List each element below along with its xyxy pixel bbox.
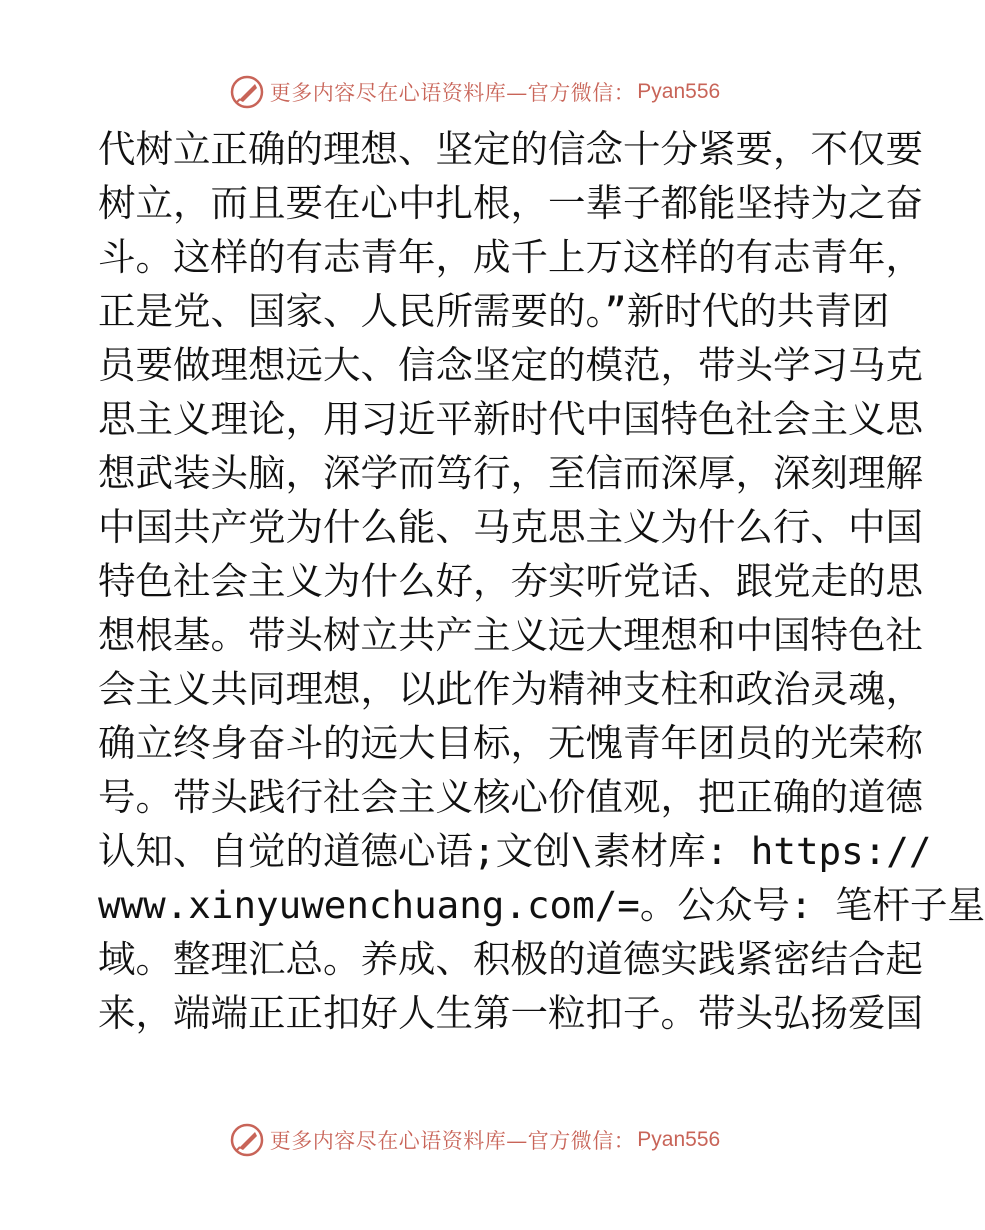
body-line: 会主义共同理想，以此作为精神支柱和政治灵魂，	[98, 667, 923, 711]
footer-banner	[0, 1120, 950, 1160]
footer-wechat-id: Pyan556	[637, 1128, 721, 1151]
body-line: 想武装头脑，深学而笃行，至信而深厚，深刻理解	[98, 451, 923, 495]
body-line: 正是党、国家、人民所需要的。”新时代的共青团	[98, 289, 890, 333]
body-line: 思主义理论，用习近平新时代中国特色社会主义思	[98, 397, 923, 441]
quill-logo-icon	[230, 75, 264, 109]
body-line: 域。整理汇总。养成、积极的道德实践紧密结合起	[98, 937, 923, 981]
document-body	[98, 122, 985, 1040]
body-line: 树立，而且要在心中扎根，一辈子都能坚持为之奋	[98, 181, 923, 225]
quill-logo-icon	[230, 1123, 264, 1157]
body-line: 中国共产党为什么能、马克思主义为什么行、中国	[98, 505, 923, 549]
header-banner	[0, 72, 950, 112]
body-line: 确立终身奋斗的远大目标，无愧青年团员的光荣称	[98, 721, 923, 765]
body-line: 来，端端正正扣好人生第一粒扣子。带头弘扬爱国	[98, 991, 923, 1035]
body-line: 想根基。带头树立共产主义远大理想和中国特色社	[98, 613, 923, 657]
body-line: 特色社会主义为什么好，夯实听党话、跟党走的思	[98, 559, 923, 603]
body-line: 号。带头践行社会主义核心价值观，把正确的道德	[98, 775, 923, 819]
body-line: 代树立正确的理想、坚定的信念十分紧要，不仅要	[98, 127, 923, 171]
body-line: 认知、自觉的道德心语;文创\素材库: https://	[98, 829, 932, 873]
body-line: 员要做理想远大、信念坚定的模范，带头学习马克	[98, 343, 923, 387]
header-wechat-id: Pyan556	[637, 80, 721, 103]
body-line: 斗。这样的有志青年，成千上万这样的有志青年，	[98, 235, 923, 279]
body-line: www.xinyuwenchuang.com/=。公众号: 笔杆子星	[98, 883, 985, 927]
footer-banner-text: 更多内容尽在心语资料库—官方微信：	[269, 1129, 636, 1153]
header-banner-text: 更多内容尽在心语资料库—官方微信：	[269, 81, 636, 105]
